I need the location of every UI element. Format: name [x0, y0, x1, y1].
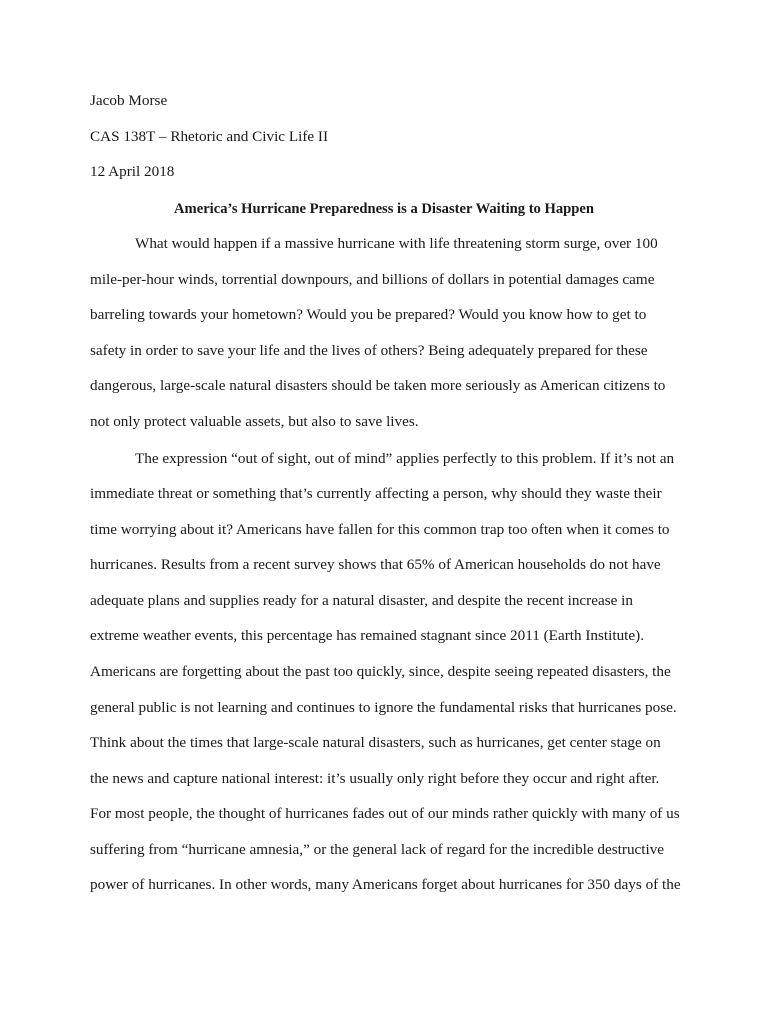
- course-name: CAS 138T – Rhetoric and Civic Life II: [90, 128, 329, 145]
- document-title: America’s Hurricane Preparedness is a Disaster Waiting to Happen: [174, 201, 594, 217]
- paragraph-2-line: the news and capture national interest: it’s usually only right before they occur and right after.: [90, 770, 660, 787]
- paragraph-1-line: not only protect valuable assets, but also to save lives.: [90, 413, 419, 430]
- paragraph-1-line: barreling towards your hometown? Would you be prepared? Would you know how to get to: [90, 306, 647, 323]
- paragraph-1-line: What would happen if a massive hurricane with life threatening storm surge, over 100: [135, 235, 658, 252]
- paragraph-2-line: Americans are forgetting about the past too quickly, since, despite seeing repeated disasters, the: [90, 663, 671, 680]
- date: 12 April 2018: [90, 163, 175, 180]
- paragraph-2-line: immediate threat or something that’s currently affecting a person, why should they waste their: [90, 485, 662, 502]
- author-name: Jacob Morse: [90, 92, 168, 109]
- paragraph-1-line: safety in order to save your life and the lives of others? Being adequately prepared for these: [90, 342, 648, 359]
- paragraph-2-line: The expression “out of sight, out of mind” applies perfectly to this problem. If it’s not an: [135, 450, 675, 467]
- paragraph-2-line: general public is not learning and continues to ignore the fundamental risks that hurricanes pose.: [90, 699, 677, 716]
- paragraph-2-line: For most people, the thought of hurricanes fades out of our minds rather quickly with many of us: [90, 805, 680, 822]
- paragraph-1-line: mile-per-hour winds, torrential downpours, and billions of dollars in potential damages came: [90, 271, 655, 288]
- paragraph-2-line: adequate plans and supplies ready for a natural disaster, and despite the recent increase in: [90, 592, 633, 609]
- paragraph-2-line: extreme weather events, this percentage has remained stagnant since 2011 (Earth Institute).: [90, 627, 644, 644]
- paragraph-1-line: dangerous, large-scale natural disasters should be taken more seriously as American citizens to: [90, 377, 666, 394]
- paragraph-2-line: suffering from “hurricane amnesia,” or the general lack of regard for the incredible destructive: [90, 841, 665, 858]
- paragraph-2-line: Think about the times that large-scale natural disasters, such as hurricanes, get center stage on: [90, 734, 661, 751]
- paragraph-2-line: power of hurricanes. In other words, many Americans forget about hurricanes for 350 days of the: [90, 876, 681, 893]
- paragraph-2-line: time worrying about it? Americans have fallen for this common trap too often when it comes to: [90, 521, 670, 538]
- paragraph-2-line: hurricanes. Results from a recent survey shows that 65% of American households do not have: [90, 556, 661, 573]
